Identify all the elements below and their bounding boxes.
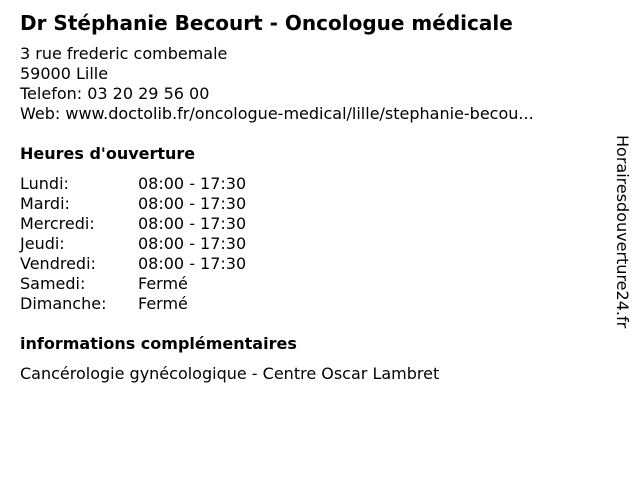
additional-info-heading: informations complémentaires (20, 334, 297, 353)
day-label: Mardi: (20, 194, 70, 213)
additional-info-text: Cancérologie gynécologique - Centre Oscar Lambret (20, 364, 440, 383)
phone-number[interactable]: Telefon: 03 20 29 56 00 (20, 84, 210, 103)
day-hours: 08:00 - 17:30 (138, 174, 247, 193)
day-label: Jeudi: (20, 234, 65, 253)
day-label: Vendredi: (20, 254, 96, 273)
day-hours: 08:00 - 17:30 (138, 234, 247, 253)
business-title: Dr Stéphanie Becourt - Oncologue médicale (20, 11, 513, 35)
address-city: 59000 Lille (20, 64, 109, 83)
day-hours: 08:00 - 17:30 (138, 214, 247, 233)
day-label: Samedi: (20, 274, 86, 293)
contact-block (20, 44, 534, 124)
day-hours: 08:00 - 17:30 (138, 254, 247, 273)
day-hours: Fermé (138, 294, 188, 313)
day-label: Mercredi: (20, 214, 95, 233)
website-link[interactable]: Web: www.doctolib.fr/oncologue-medical/lille/stephanie-becou... (20, 104, 534, 123)
site-watermark: Horairesdouverture24.fr (613, 135, 632, 329)
address-street: 3 rue frederic combemale (20, 44, 228, 63)
day-label: Lundi: (20, 174, 69, 193)
opening-hours-heading: Heures d'ouverture (20, 144, 196, 163)
day-hours: 08:00 - 17:30 (138, 194, 247, 213)
day-label: Dimanche: (20, 294, 107, 313)
day-hours: Fermé (138, 274, 188, 293)
